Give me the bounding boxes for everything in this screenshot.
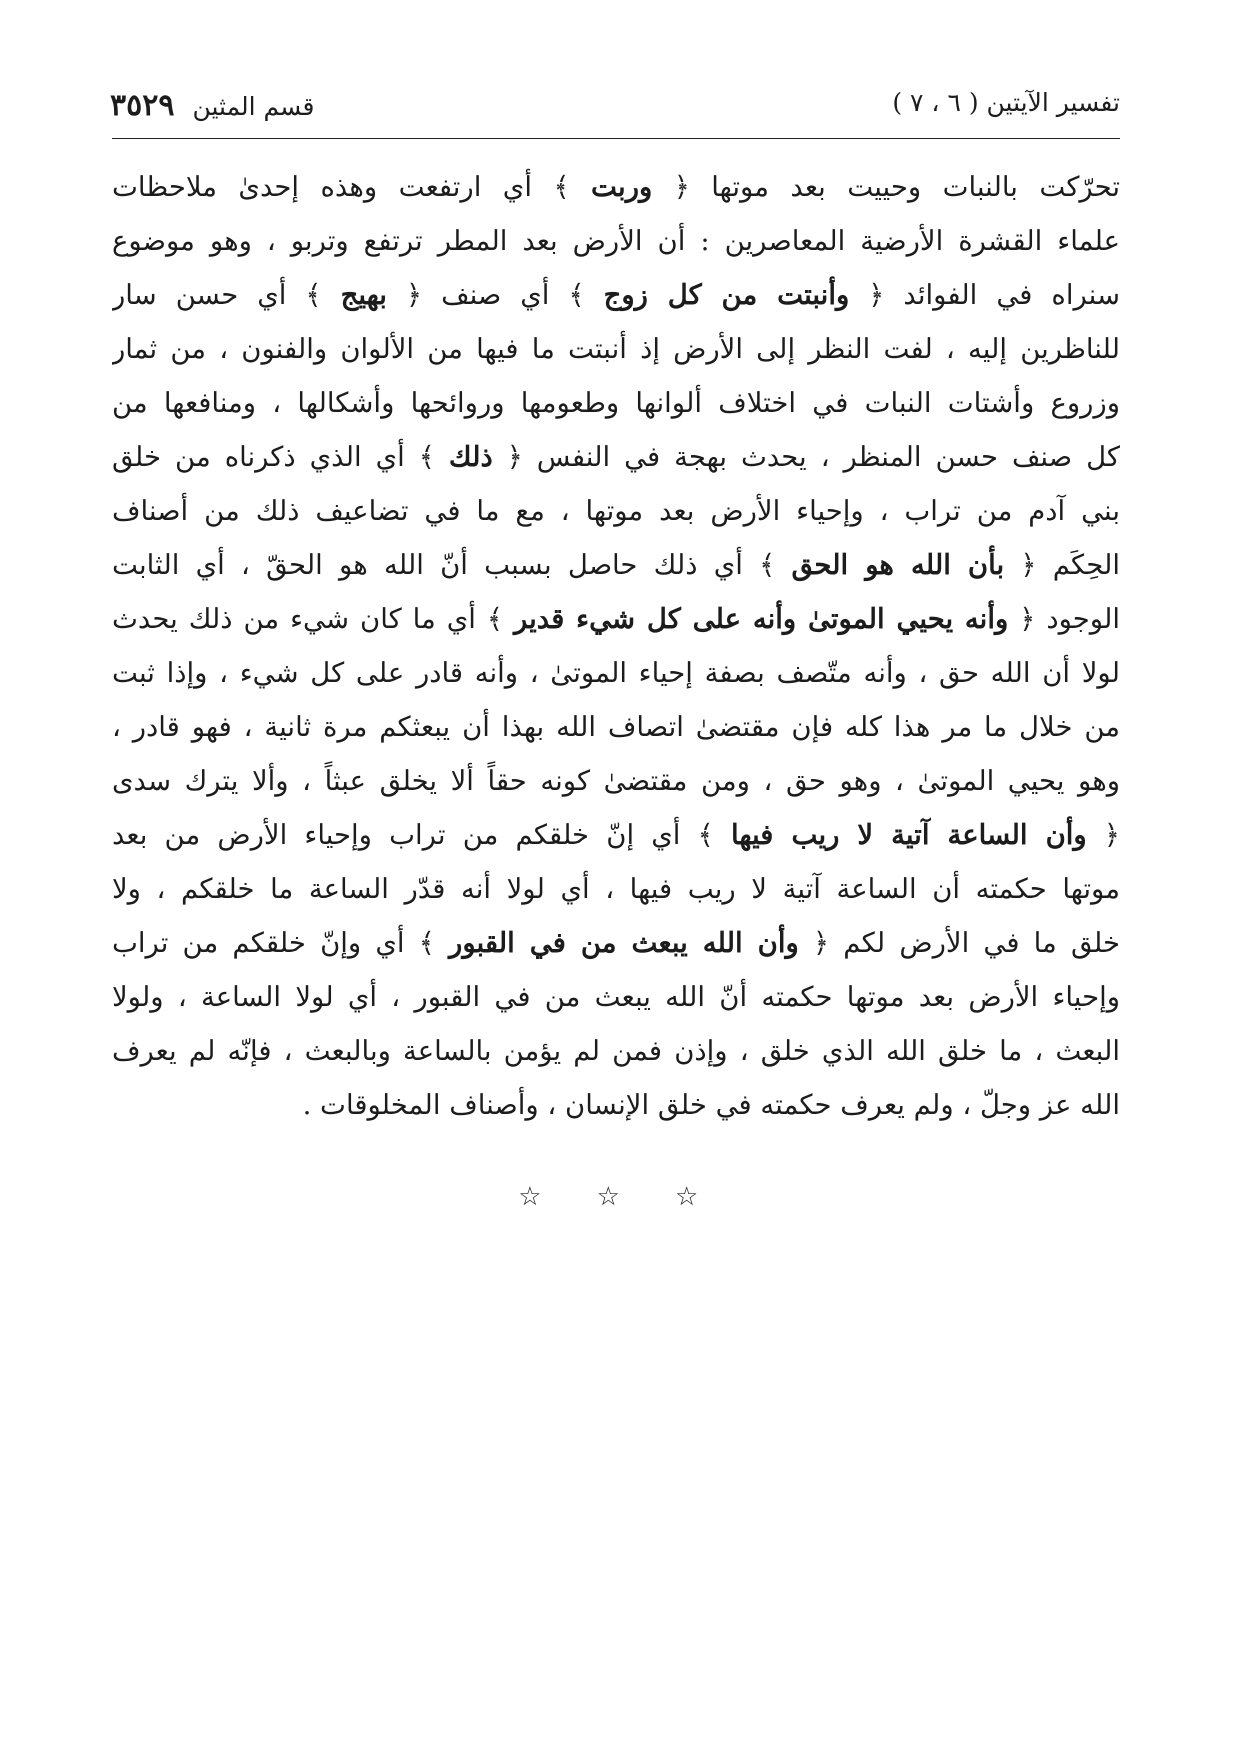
text-line [112,970,1120,1024]
text-segment: ﴾ أي إنّ خلقكم من تراب وإحياء الأرض من بعد [112,819,731,851]
text-segment: للناظرين إليه ، لفت النظر إلى الأرض إذ أنبتت ما فيها من الألوان والفنون ، من ثمار [112,333,1120,365]
tafsir-body-text [112,160,1120,1132]
text-segment: تحرّكت بالنبات وحييت بعد موتها ﴿ [652,171,1120,203]
quranic-phrase: ذلك [448,441,493,473]
text-segment: الوجود ﴿ [1008,603,1120,635]
text-segment: ﴾ أي ارتفعت وهذه إحدىٰ ملاحظات [112,171,592,203]
text-segment: الحِكَم ﴿ [1004,549,1120,581]
header-rule [112,138,1120,139]
text-segment: وإحياء الأرض بعد موتها حكمته أنّ الله يبعث من في القبور ، أي لولا الساعة ، ولولا [112,981,1120,1013]
text-segment: الله عز وجلّ ، ولم يعرف حكمته في خلق الإنسان ، وأصناف المخلوقات . [302,1089,1120,1121]
chapter-title: تفسير الآيتين ( ٦ ، ٧ ) [892,88,1120,117]
text-segment: وزروع وأشتات النبات في اختلاف ألوانها وطعومها وروائحها وأشكالها ، ومنافعها من [112,387,1120,419]
quranic-phrase: وأن الساعة آتية لا ريب فيها [730,819,1087,851]
text-line [112,1078,1120,1132]
section-title: قسم المثين [192,92,315,121]
text-segment: ﴾ أي ما كان شيء من ذلك يحدث [112,603,514,635]
text-line [112,268,1120,322]
text-line [112,1024,1120,1078]
text-segment: ﴾ أي وإنّ خلقكم من تراب [112,927,450,959]
text-segment: ﴾ أي صنف ﴿ [386,279,604,311]
quranic-phrase: بهيج [340,279,387,311]
text-segment: وهو يحيي الموتىٰ ، وهو حق ، ومن مقتضىٰ كونه حقاً ألا يخلق عبثاً ، وألا يترك سدى [112,765,1120,797]
section-separator-stars: ☆ ☆ ☆ [518,1182,722,1212]
text-segment: ﴾ أي الذي ذكرناه من خلق [112,441,449,473]
text-line [112,322,1120,376]
text-segment: لولا أن الله حق ، وأنه متّصف بصفة إحياء الموتىٰ ، وأنه قادر على كل شيء ، وإذا ثبت [112,657,1120,689]
text-line [112,376,1120,430]
text-segment: سنراه في الفوائد ﴿ [849,279,1120,311]
text-segment: ﴿ [1086,819,1120,851]
text-segment: ﴾ أي حسن سار [112,279,341,311]
text-segment: ﴾ أي ذلك حاصل بسبب أنّ الله هو الحقّ ، أي الثابت [112,549,792,581]
text-segment: من خلال ما مر هذا كله فإن مقتضىٰ اتصاف الله بهذا أن يبعثكم مرة ثانية ، فهو قادر ، [112,711,1120,743]
quranic-phrase: وأن الله يبعث من في القبور [449,927,799,959]
text-line [112,646,1120,700]
text-line [112,700,1120,754]
text-line [112,430,1120,484]
text-line [112,916,1120,970]
text-segment: خلق ما في الأرض لكم ﴿ [798,927,1120,959]
text-line [112,214,1120,268]
text-segment: كل صنف حسن المنظر ، يحدث بهجة في النفس ﴿ [492,441,1120,473]
text-line [112,808,1120,862]
text-line [112,592,1120,646]
text-segment: البعث ، ما خلق الله الذي خلق ، وإذن فمن لم يؤمن بالساعة وبالبعث ، فإنّه لم يعرف [112,1035,1120,1067]
text-line [112,538,1120,592]
running-header [110,82,1120,130]
quranic-phrase: بأن الله هو الحق [791,549,1005,581]
header-left-group [110,88,314,123]
text-segment: موتها حكمته أن الساعة آتية لا ريب فيها ، أي لولا أنه قدّر الساعة ما خلقكم ، ولا [112,873,1120,905]
text-segment: بني آدم من تراب ، وإحياء الأرض بعد موتها ، مع ما في تضاعيف ذلك من أصناف [112,495,1120,527]
page-number: ٣٥٢٩ [110,88,175,123]
text-segment: علماء القشرة الأرضية المعاصرين : أن الأرض بعد المطر ترتفع وتربو ، وهو موضوع [112,225,1120,257]
text-line [112,754,1120,808]
quranic-phrase: وأنبتت من كل زوج [603,279,850,311]
text-line [112,160,1120,214]
text-line [112,862,1120,916]
quranic-phrase: وأنه يحيي الموتىٰ وأنه على كل شيء قدير [513,603,1009,635]
text-line [112,484,1120,538]
quranic-phrase: وربت [591,171,653,203]
